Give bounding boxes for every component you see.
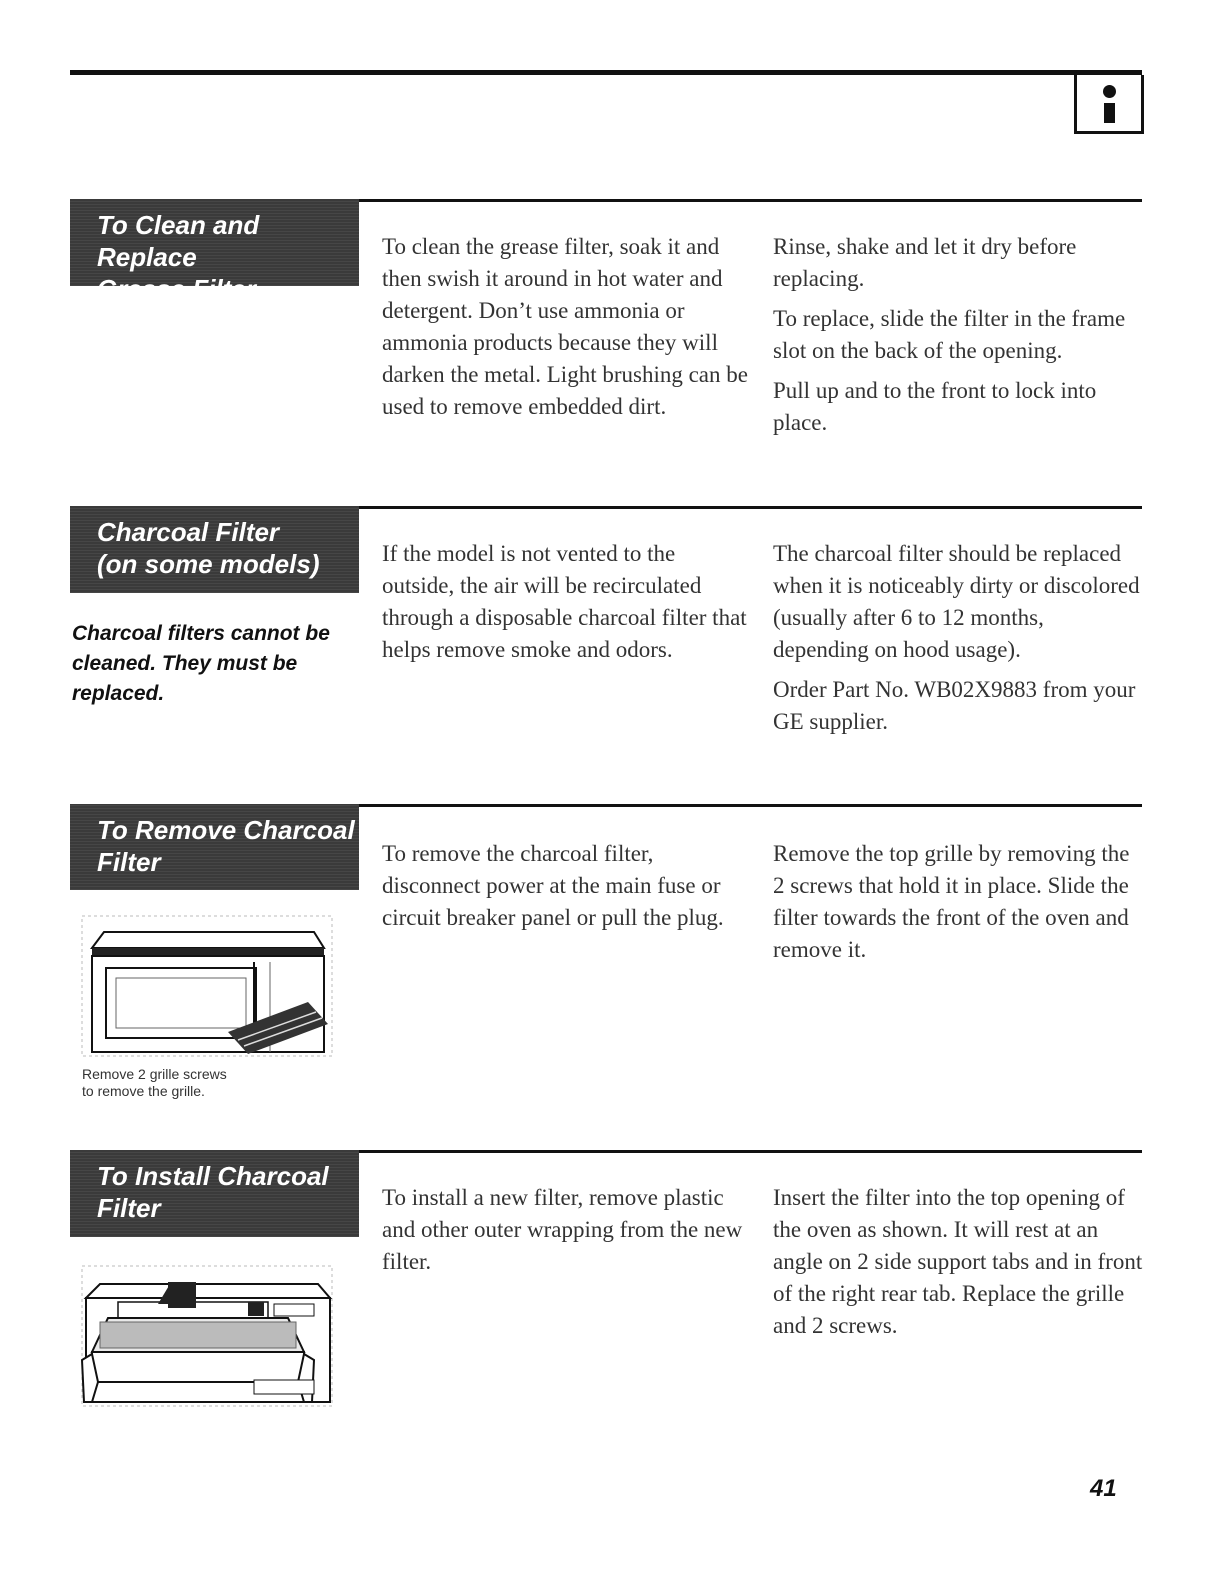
paragraph: To install a new filter, remove plastic and other outer wrapping from the new filter. (382, 1185, 743, 1274)
paragraph: Remove the top grille by removing the 2 screws that hold it in place. Slide the filter towards the front of the oven and remove it. (773, 841, 1130, 962)
paragraph: To remove the charcoal filter, disconnect power at the main fuse or circuit breaker panel or pull the plug. (382, 841, 724, 930)
section-heading-tab (70, 199, 359, 304)
section-heading-tab (70, 804, 359, 890)
section-title: To Clean and Replace Grease Filter (97, 210, 260, 304)
page-number: 41 (1090, 1475, 1117, 1502)
section-text-right (773, 1182, 1145, 1350)
top-rule (70, 70, 1142, 75)
install-filter-illustration (78, 1262, 338, 1412)
illustration-caption: Remove 2 grille screws to remove the grille. (82, 1066, 227, 1099)
section-title: To Install Charcoal Filter (97, 1161, 329, 1223)
section-text-left (382, 231, 752, 431)
section-heading-tab (70, 1150, 359, 1237)
section-text-left (382, 1182, 752, 1286)
section-text-right (773, 231, 1145, 447)
section-text-right (773, 838, 1145, 974)
paragraph: Insert the filter into the top opening of the oven as shown. It will rest at an angle on 2 side support tabs and in front of the right rear tab. Replace the grille and 2 screws. (773, 1185, 1143, 1338)
remove-grille-illustration (78, 912, 338, 1062)
paragraph: To replace, slide the filter in the frame slot on the back of the opening. (773, 306, 1126, 363)
section-title: Charcoal Filter (on some models) (97, 517, 320, 579)
section-text-left (382, 838, 752, 942)
paragraph: The charcoal filter should be replaced when it is noticeably dirty or discolored (usually after 6 to 12 months, depending on hood usage). (773, 541, 1140, 662)
paragraph: Pull up and to the front to lock into place. (773, 378, 1097, 435)
section-text-right (773, 538, 1145, 746)
warning-note: Charcoal filters cannot be cleaned. They must be replaced. (72, 622, 330, 705)
paragraph: If the model is not vented to the outside, the air will be recirculated through a disposable charcoal filter that helps remove smoke and odors. (382, 541, 747, 662)
section-heading-tab (70, 506, 359, 593)
info-icon (1074, 75, 1144, 134)
section-title: To Remove Charcoal Filter (97, 815, 355, 877)
section-text-left (382, 538, 752, 674)
paragraph: To clean the grease filter, soak it and then swish it around in hot water and detergent. Don’t use ammonia or ammonia products because they will darken the metal. Light brushing can be used to remove embedded dirt. (382, 234, 748, 419)
paragraph: Rinse, shake and let it dry before replacing. (773, 234, 1077, 291)
paragraph: Order Part No. WB02X9883 from your GE supplier. (773, 677, 1136, 734)
